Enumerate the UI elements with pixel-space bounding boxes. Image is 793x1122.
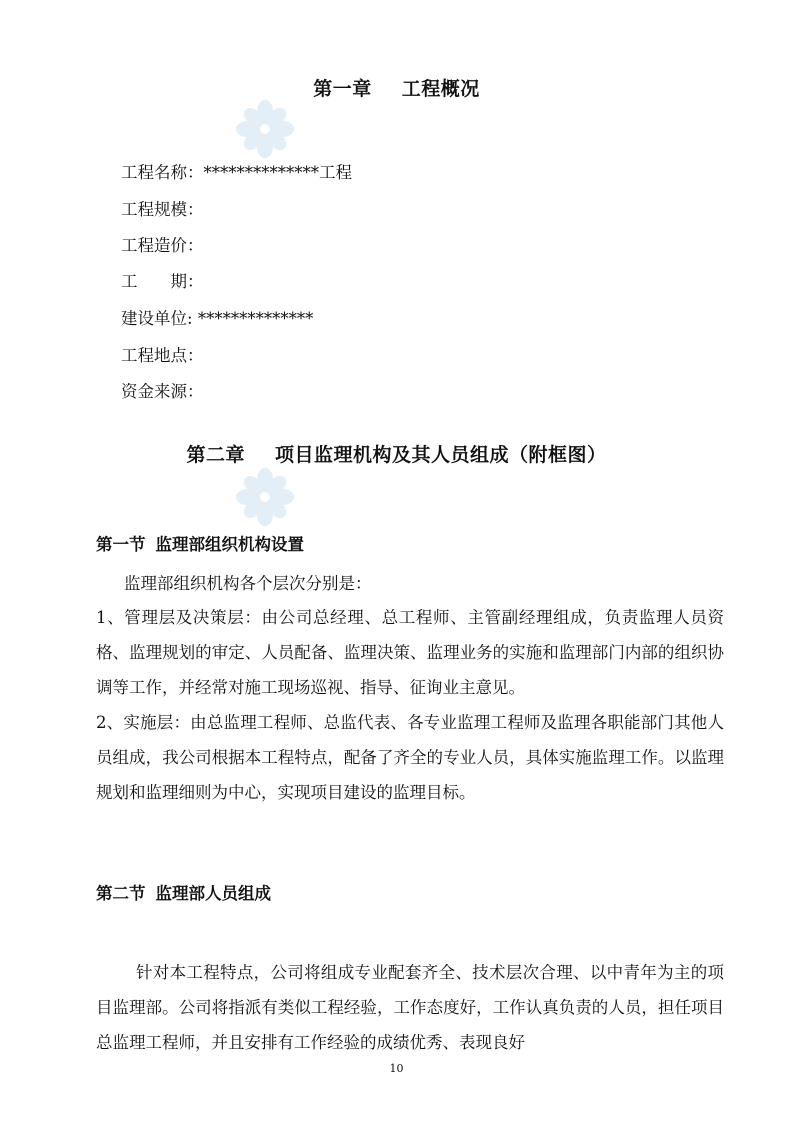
section2-label: 第二节: [96, 884, 146, 903]
section1-paragraph-1: 1、管理层及决策层：由公司总经理、总工程师、主管副经理组成，负责监理人员资格、监理规划的审定、人员配备、监理决策、监理业务的实施和监理部门内部的组织协调等工作，并经常对施工现场巡视、指导、征询业主意见。: [96, 608, 724, 697]
field-location: [121, 345, 204, 367]
section1-intro: 监理部组织机构各个层次分别是：: [124, 574, 372, 593]
field-funding: [121, 381, 204, 403]
field-label: 工 期：: [121, 272, 204, 291]
chapter2-heading: [0, 440, 793, 467]
chapter2-title: 项目监理机构及其人员组成（附框图）: [275, 444, 607, 466]
field-label: 资金来源：: [121, 382, 204, 401]
page-number: 10: [389, 1062, 404, 1075]
field-project-cost: [121, 235, 204, 257]
field-label: 工程规模：: [121, 200, 204, 219]
chapter1-title: 工程概况: [401, 78, 480, 100]
section2-heading: [96, 880, 271, 904]
watermark-flower-icon: [236, 100, 294, 158]
field-label: 工程地点：: [121, 346, 204, 365]
field-label: 工程造价：: [121, 236, 204, 255]
field-project-scale: [121, 199, 204, 221]
section1-label: 第一节: [96, 535, 146, 554]
chapter1-heading: [0, 74, 793, 101]
chapter2-label: 第二章: [186, 444, 245, 466]
field-label: 工程名称：: [121, 163, 204, 182]
section1-heading: [96, 531, 304, 555]
field-value: **************工程: [203, 163, 352, 182]
watermark-flower-icon: [236, 468, 294, 526]
section1-title: 监理部组织机构设置: [155, 535, 304, 554]
field-project-name: [121, 162, 352, 184]
field-label: 建设单位:: [121, 309, 198, 328]
section2-paragraph-1: 针对本工程特点，公司将组成专业配套齐全、技术层次合理、以中青年为主的项目监理部。公司将指派有类似工程经验，工作态度好，工作认真负责的人员，担任项目总监理工程师，并且安排有工作经验的成绩优秀、表现良好: [96, 963, 724, 1052]
field-owner: [121, 308, 313, 330]
chapter1-label: 第一章: [313, 78, 372, 100]
section2-title: 监理部人员组成: [155, 884, 271, 903]
field-value: **************: [197, 309, 314, 328]
section1-paragraph-2: 2、实施层：由总监理工程师、总监代表、各专业监理工程师及监理各职能部门其他人员组成，我公司根据本工程特点，配备了齐全的专业人员，具体实施监理工作。以监理规划和监理细则为中心，实现项目建设的监理目标。: [96, 713, 724, 802]
field-duration: [121, 271, 204, 293]
